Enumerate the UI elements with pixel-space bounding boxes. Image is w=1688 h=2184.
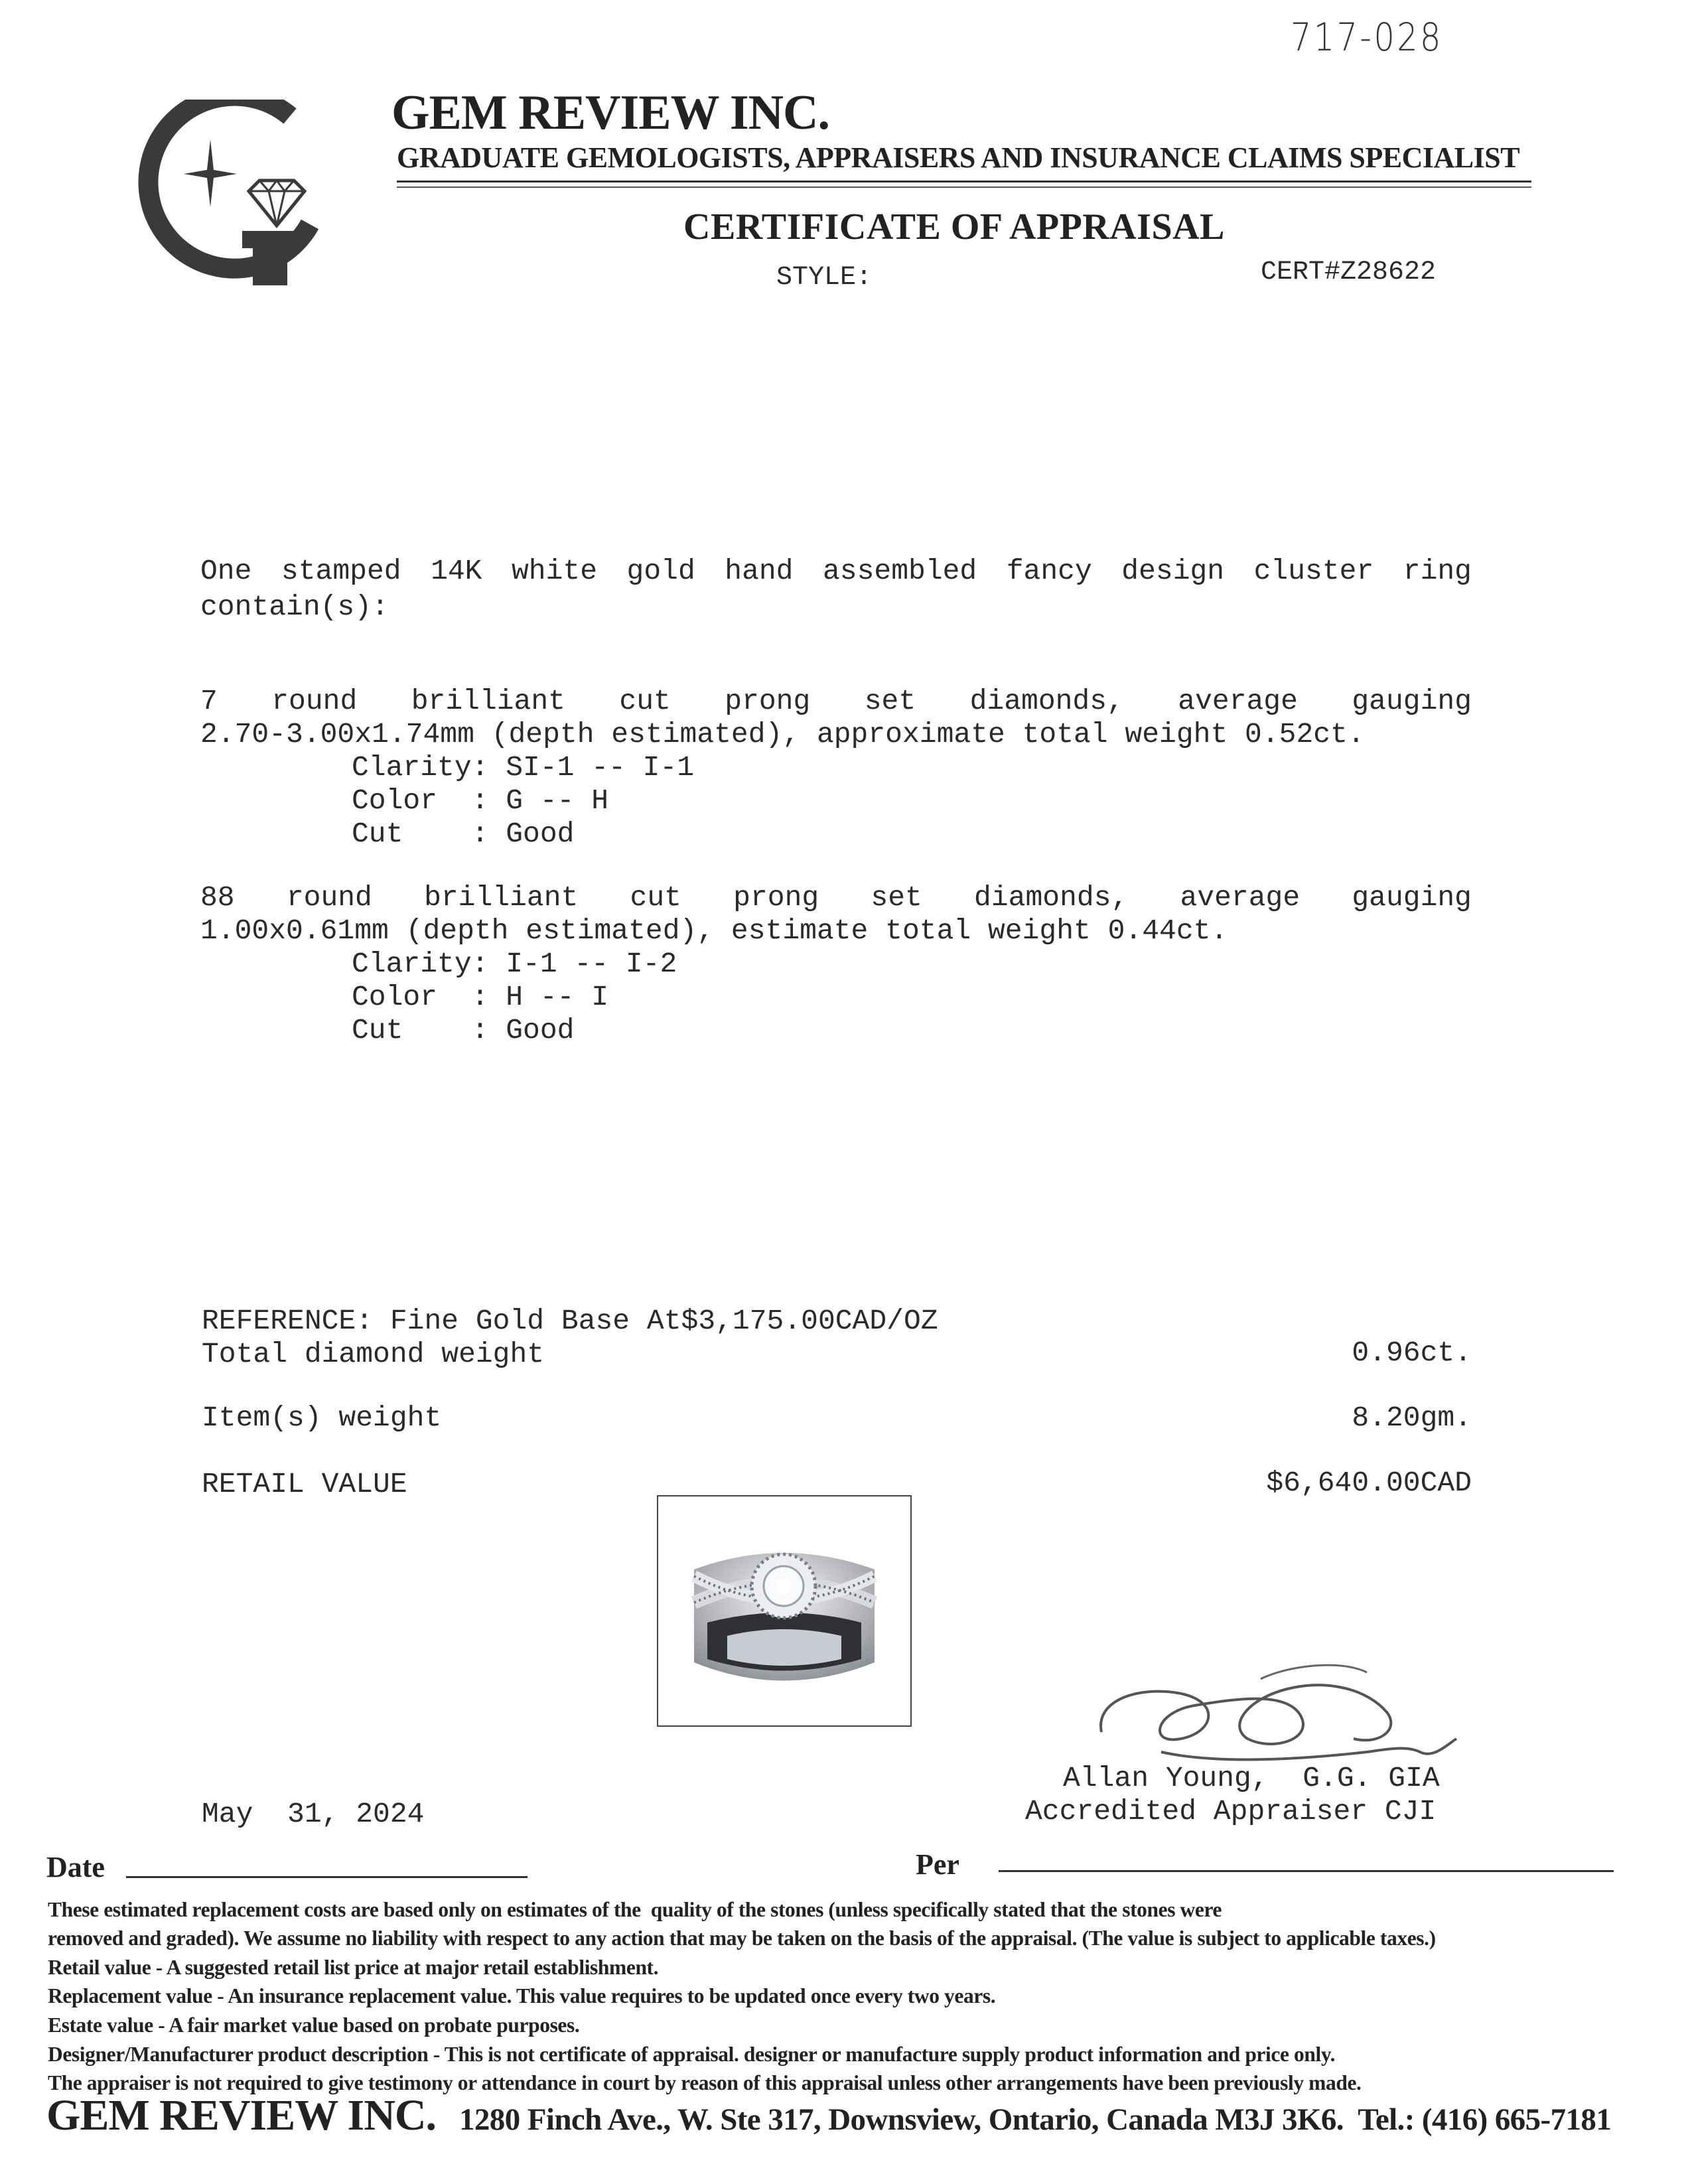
date-signature-line <box>126 1876 528 1878</box>
stone-set-1-color: Color : G -- H <box>352 784 609 817</box>
gold-reference-price: REFERENCE: Fine Gold Base At$3,175.00CAD/OZ <box>202 1305 938 1337</box>
per-label: Per <box>916 1848 959 1881</box>
stone-set-1-description: 7 round brilliant cut prong set diamonds, average gauging <box>200 685 1472 717</box>
disclaimer-line-3: Retail value - A suggested retail list price at major retail establishment. <box>48 1956 659 1979</box>
document-title: CERTIFICATE OF APPRAISAL <box>683 206 1225 248</box>
disclaimer-line-5: Estate value - A fair market value based on probate purposes. <box>48 2013 580 2037</box>
header-rule-secondary <box>397 186 1531 188</box>
footer-company-name: GEM REVIEW INC. <box>46 2091 437 2140</box>
item-description-line-1: One stamped 14K white gold hand assembled fancy design cluster ring <box>200 555 1472 587</box>
date-label: Date <box>46 1851 105 1883</box>
total-diamond-weight-value: 0.96ct. <box>1352 1337 1472 1369</box>
stone-set-2-clarity: Clarity: I-1 -- I-2 <box>352 948 677 980</box>
appraiser-credentials: Accredited Appraiser CJI <box>1025 1795 1437 1828</box>
header-rule <box>397 181 1531 182</box>
company-tagline: GRADUATE GEMOLOGISTS, APPRAISERS AND INSURANCE CLAIMS SPECIALIST <box>397 141 1520 174</box>
disclaimer-line-1: These estimated replacement costs are based only on estimates of the quality of the stones (unless specifically stated that the stones were <box>48 1898 1222 1921</box>
total-diamond-weight-label: Total diamond weight <box>202 1338 545 1370</box>
stone-set-2-cut: Cut : Good <box>352 1014 575 1047</box>
item-weight-label: Item(s) weight <box>202 1402 442 1434</box>
appraiser-signature <box>1088 1652 1460 1772</box>
disclaimer-line-7: The appraiser is not required to give testimony or attendance in court by reason of this appraisal unless other arrangements have been previously made. <box>48 2071 1362 2094</box>
retail-value-amount: $6,640.00CAD <box>1266 1467 1472 1499</box>
stone-set-2-measurements: 1.00x0.61mm (depth estimated), estimate total weight 0.44ct. <box>200 914 1228 947</box>
disclaimer-line-2: removed and graded). We assume no liability with respect to any action that may be taken on the basis of the appraisal. (The value is subject to applicable taxes.) <box>48 1927 1436 1950</box>
gem-review-logo <box>136 100 335 299</box>
per-signature-line <box>999 1870 1614 1872</box>
item-weight-value: 8.20gm. <box>1352 1402 1472 1434</box>
ring-photo-frame <box>657 1495 912 1727</box>
item-description-line-2: contain(s): <box>200 591 389 623</box>
appraisal-date: May 31, 2024 <box>202 1798 425 1830</box>
stone-set-1-cut: Cut : Good <box>352 818 575 850</box>
footer-address: 1280 Finch Ave., W. Ste 317, Downsview, Ontario, Canada M3J 3K6. Tel.: (416) 665-7181 <box>459 2102 1612 2137</box>
stone-set-2-description: 88 round brilliant cut prong set diamonds, average gauging <box>200 881 1472 914</box>
stone-set-1-measurements: 2.70-3.00x1.74mm (depth estimated), approximate total weight 0.52ct. <box>200 718 1365 751</box>
ring-photo <box>681 1523 886 1699</box>
disclaimer-line-4: Replacement value - An insurance replacement value. This value requires to be updated once every two years. <box>48 1984 996 2007</box>
certificate-number: CERT#Z28622 <box>1261 257 1437 287</box>
style-label: STYLE: <box>776 263 873 293</box>
disclaimer-line-6: Designer/Manufacturer product description - This is not certificate of appraisal. designer or manufacture supply product information and price only. <box>48 2043 1335 2066</box>
retail-value-label: RETAIL VALUE <box>202 1468 407 1500</box>
company-name: GEM REVIEW INC. <box>391 86 829 140</box>
stone-set-1-clarity: Clarity: SI-1 -- I-1 <box>352 751 695 784</box>
stone-set-2-color: Color : H -- I <box>352 981 609 1013</box>
handwritten-reference-number: 717-028 <box>1291 15 1443 60</box>
appraiser-name: Allan Young, G.G. GIA <box>1063 1762 1440 1794</box>
